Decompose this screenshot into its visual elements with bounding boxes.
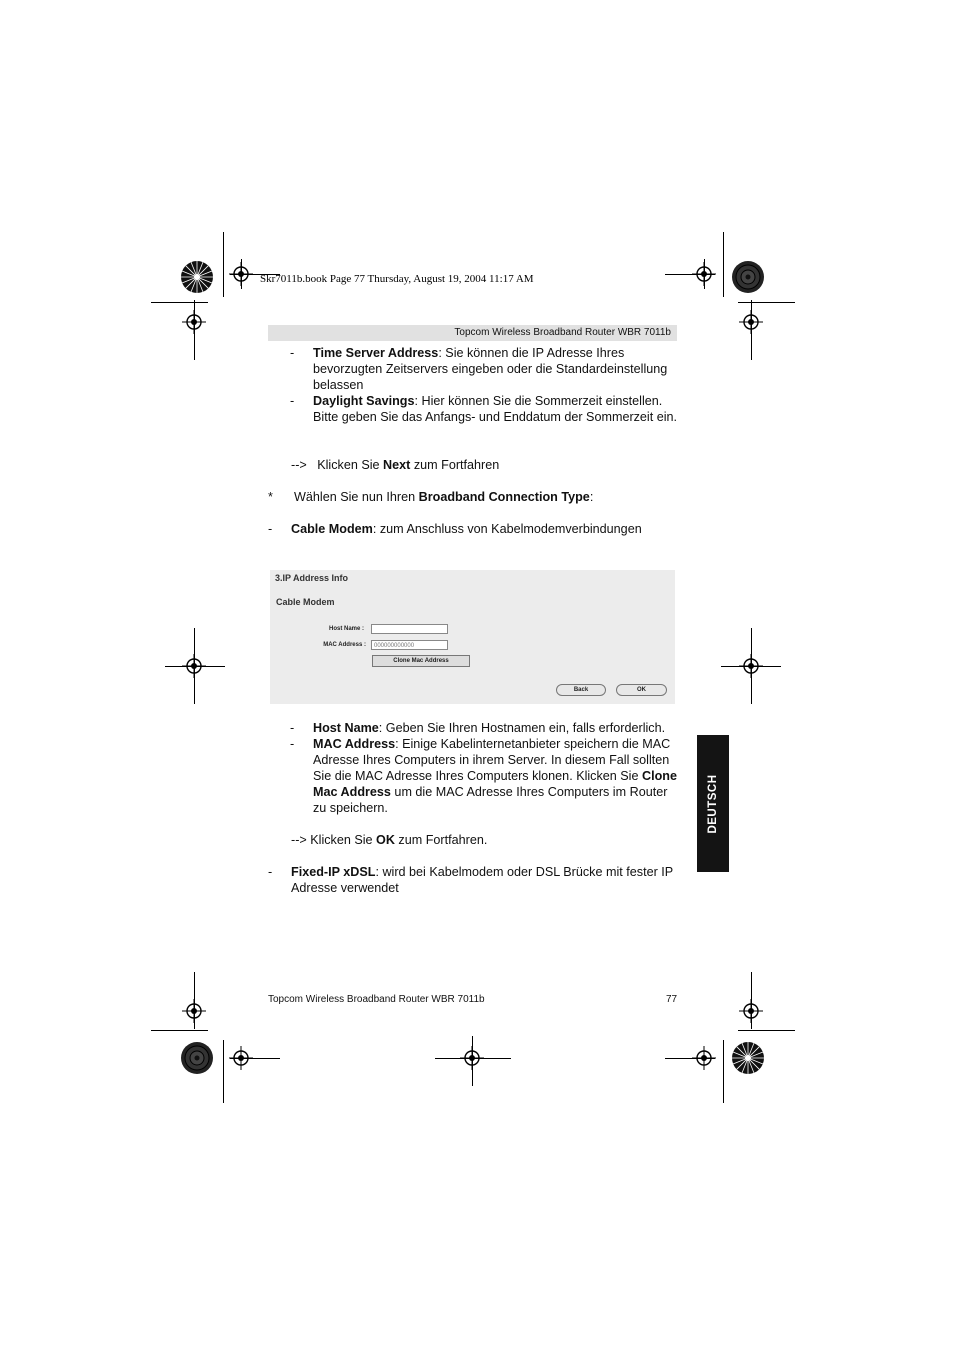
language-tab-label: DEUTSCH	[707, 773, 719, 834]
bullet-dash: -	[290, 394, 295, 408]
registration-target-icon	[229, 1046, 253, 1070]
cable-modem-item	[291, 521, 642, 537]
registration-target-icon	[739, 310, 763, 334]
term: Next	[383, 458, 411, 472]
mac-address-label: MAC Address :	[323, 642, 366, 648]
host-name-input[interactable]	[371, 624, 448, 634]
ok-instruction	[291, 832, 487, 848]
registration-target-icon	[182, 654, 206, 678]
description: : Geben Sie Ihren Hostnamen ein, falls erforderlich.	[378, 721, 666, 735]
back-button[interactable]: Back	[556, 684, 606, 696]
description: : wird bei Kabelmodem oder DSL Brücke mit fester IP Adresse verwendet	[291, 865, 673, 895]
running-header-text: Topcom Wireless Broadband Router WBR 7011b	[454, 327, 671, 338]
host-name-label: Host Name :	[328, 626, 364, 632]
next-instruction	[291, 457, 499, 473]
color-target-icon	[180, 1041, 214, 1075]
ok-button[interactable]: OK	[616, 684, 667, 696]
bullet-dash: -	[268, 522, 273, 536]
screenshot-title: 3.IP Address Info	[275, 573, 349, 583]
term: Clone Mac Address	[313, 769, 677, 799]
text: --> Klicken Sie	[291, 458, 384, 472]
term: MAC Address	[313, 737, 396, 751]
description: : zum Anschluss von Kabelmodemverbindungen	[372, 522, 642, 536]
registration-target-icon	[692, 1046, 716, 1070]
text: --> Klicken Sie	[291, 833, 377, 847]
registration-target-icon	[692, 262, 716, 286]
footer-title: Topcom Wireless Broadband Router WBR 7011b	[268, 994, 485, 1005]
term: OK	[376, 833, 395, 847]
text: zum Fortfahren	[410, 458, 500, 472]
time-server-item	[313, 345, 678, 393]
term: Fixed-IP xDSL	[291, 865, 376, 879]
color-target-icon	[731, 260, 765, 294]
registration-target-icon	[739, 654, 763, 678]
screenshot-subtitle: Cable Modem	[276, 597, 335, 607]
daylight-item	[313, 393, 678, 425]
bullet-dash: -	[290, 737, 295, 751]
term: Time Server Address	[313, 346, 439, 360]
registration-target-icon	[182, 310, 206, 334]
bullet-dash: -	[290, 346, 295, 360]
print-slug: Skr7011b.book Page 77 Thursday, August 19, 2004 11:17 AM	[260, 273, 534, 285]
starburst-mark-icon	[731, 1041, 765, 1075]
term: Cable Modem	[291, 522, 373, 536]
router-screenshot	[270, 570, 675, 704]
term: Daylight Savings	[313, 394, 415, 408]
mac-address-input[interactable]: 000000000000	[371, 640, 448, 650]
clone-mac-button[interactable]: Clone Mac Address	[372, 655, 470, 667]
description: um die MAC Adresse Ihres Computers im Router zu speichern.	[313, 785, 668, 815]
page-number: 77	[666, 994, 678, 1005]
text: zum Fortfahren.	[394, 833, 488, 847]
registration-target-icon	[460, 1046, 484, 1070]
registration-target-icon	[229, 262, 253, 286]
starburst-mark-icon	[180, 260, 214, 294]
select-instruction	[294, 489, 593, 505]
bullet-dash: -	[290, 721, 295, 735]
description: : Sie können die IP Adresse Ihres bevorzugten Zeitservers eingeben oder die Standardeinstellung belassen	[313, 346, 668, 392]
running-header	[268, 325, 677, 341]
registration-target-icon	[182, 999, 206, 1023]
term: Broadband Connection Type	[418, 490, 590, 504]
select-bullet: *	[268, 490, 273, 504]
fixed-ip-item	[291, 864, 681, 896]
description: : Hier können Sie die Sommerzeit einstellen. Bitte geben Sie das Anfangs- und Enddatum der Sommerzeit ein.	[313, 394, 678, 424]
text: Wählen Sie nun Ihren	[294, 490, 419, 504]
description: : Einige Kabelinternetanbieter speichern die MAC Adresse Ihres Computers in ihrem Server. In diesem Fall sollten Sie die MAC Adresse Ihres Computers klonen. Klicken Sie	[313, 737, 671, 783]
registration-target-icon	[739, 999, 763, 1023]
bullet-dash: -	[268, 865, 273, 879]
term: Host Name	[313, 721, 379, 735]
language-tab	[697, 735, 729, 872]
text: :	[589, 490, 594, 504]
mac-address-item	[313, 736, 678, 816]
host-name-item	[313, 720, 678, 736]
